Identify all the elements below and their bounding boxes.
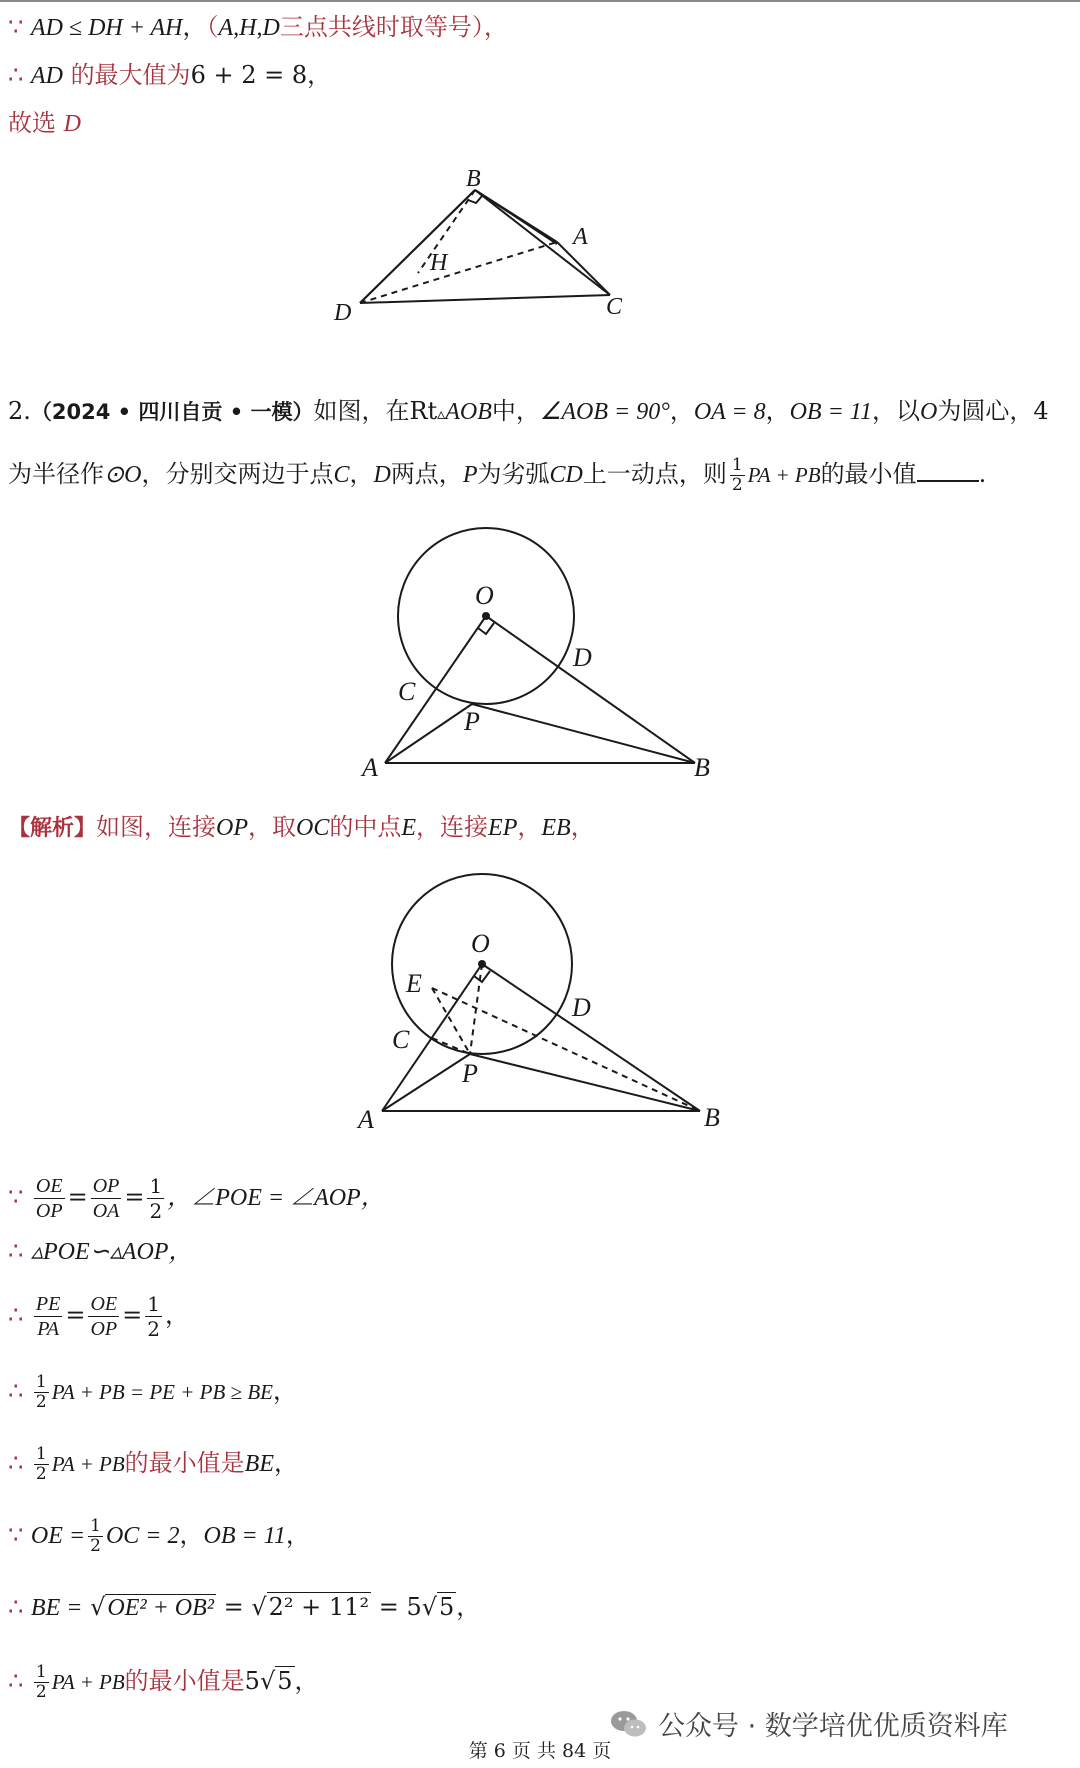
- comma: ，: [273, 1449, 298, 1477]
- therefore-symbol: ∴: [8, 1593, 24, 1621]
- step-8: [8, 1656, 319, 1707]
- sqrt-sign: √: [421, 1593, 438, 1621]
- denominator: 2: [35, 1682, 47, 1702]
- radicand: 5: [277, 1667, 293, 1695]
- label-H: H: [430, 250, 448, 276]
- angle-equality: ，∠POE = ∠AOP，: [167, 1185, 385, 1211]
- radicand: 5: [439, 1593, 455, 1621]
- numerator: 1: [35, 1372, 47, 1392]
- fraction: [34, 1292, 62, 1341]
- period: .: [978, 460, 987, 488]
- denominator: OA: [92, 1200, 120, 1222]
- fraction: [34, 1663, 49, 1702]
- radicand: 2² + 11²: [268, 1593, 370, 1621]
- step-5: [8, 1438, 298, 1489]
- answer-text: 故选: [8, 109, 56, 137]
- label-C: C: [392, 1025, 410, 1054]
- equals: =: [223, 1593, 244, 1621]
- inequality: PA + PB = PE + PB ≥ BE: [51, 1380, 273, 1404]
- numerator: PE: [35, 1293, 61, 1315]
- equals: =: [124, 1183, 145, 1211]
- note-text: 三点共线时取等号: [279, 13, 472, 41]
- text: ，分别交两边于点: [141, 460, 334, 488]
- therefore-symbol: ∴: [8, 1377, 24, 1405]
- sqrt-sign: √: [90, 1593, 106, 1621]
- oa-value: OA = 8: [693, 399, 766, 425]
- watermark-text: 公众号 · 数学培优优质资料库: [658, 1711, 1008, 1742]
- sqrt-sign: √: [259, 1667, 276, 1695]
- denominator: PA: [37, 1318, 60, 1340]
- comma: ，: [456, 1593, 481, 1621]
- step-2: [8, 1236, 192, 1267]
- denominator: 2: [35, 1464, 47, 1484]
- therefore-symbol: ∴: [8, 1237, 24, 1265]
- denominator: OP: [90, 1318, 118, 1340]
- top-rule: [0, 0, 1080, 2]
- text: 的最小值是: [124, 1667, 245, 1695]
- label-D: D: [334, 300, 352, 326]
- value: BE: [244, 1451, 274, 1477]
- fraction: [88, 1292, 119, 1341]
- label-D: D: [572, 993, 591, 1022]
- numerator: OP: [92, 1175, 120, 1197]
- segment-eb: EB: [541, 815, 571, 841]
- problem-number: 2.: [8, 397, 31, 425]
- text: ，以: [872, 397, 920, 425]
- text: 如图，在: [313, 397, 410, 425]
- result: = 5: [378, 1593, 422, 1621]
- numerator: OE: [90, 1293, 118, 1315]
- expression: PA + PB: [51, 1670, 125, 1694]
- text: 的最小值: [820, 460, 917, 488]
- problem-source: （2024 • 四川自贡 • 一模）: [30, 400, 314, 424]
- comma: ，: [765, 397, 790, 425]
- text: 的最小值是: [124, 1449, 245, 1477]
- expression: PA + PB: [51, 1452, 125, 1476]
- point-d: D: [373, 462, 391, 488]
- denominator: 2: [35, 1392, 47, 1412]
- paren: （: [206, 13, 219, 41]
- denominator: 2: [90, 1536, 101, 1556]
- text: 中，: [491, 397, 540, 425]
- denominator: 2: [149, 1199, 163, 1223]
- text: 的中点: [329, 813, 402, 841]
- step-7: [8, 1592, 480, 1623]
- fraction-half: [730, 456, 745, 495]
- answer-option: D: [63, 111, 81, 137]
- because-symbol: ∵: [8, 13, 24, 41]
- text: 上一动点，则: [582, 460, 727, 488]
- label-D: D: [573, 643, 592, 672]
- wechat-icon: [610, 1709, 648, 1739]
- problem-2-line-2: [8, 456, 986, 495]
- text: 的最大值为: [70, 61, 191, 89]
- therefore-symbol: ∴: [8, 1301, 24, 1329]
- figure-2: [360, 520, 720, 790]
- arc-cd: CD: [549, 462, 583, 488]
- page-footer: 第 6 页 共 84 页: [468, 1740, 612, 1762]
- label-A: A: [573, 224, 588, 250]
- be-equals: BE =: [30, 1595, 83, 1621]
- numerator: 1: [731, 455, 743, 475]
- numerator: 1: [35, 1444, 47, 1464]
- expression: 6 + 2 = 8: [190, 61, 308, 89]
- text: 两点，: [390, 460, 463, 488]
- analysis-tag: 【解析】: [8, 816, 97, 841]
- value: 5: [244, 1667, 260, 1695]
- numerator: 1: [149, 1174, 163, 1198]
- fraction: [88, 1517, 103, 1556]
- point-o: O: [920, 399, 938, 425]
- label-A: A: [362, 753, 378, 782]
- numerator: 1: [147, 1292, 160, 1316]
- oc-value: OC = 2: [105, 1523, 180, 1549]
- sqrt-sign: √: [251, 1593, 267, 1621]
- comma: ，: [285, 1521, 310, 1549]
- paren-end: ），: [471, 13, 508, 41]
- inequality: AD ≤ DH + AH: [30, 15, 183, 41]
- denominator: 2: [147, 1317, 160, 1341]
- comma: ，: [307, 61, 332, 89]
- label-B: B: [466, 166, 481, 192]
- step-6: [8, 1510, 310, 1561]
- comma: ，: [179, 1521, 204, 1549]
- fraction: [34, 1373, 49, 1412]
- figure-3: [360, 868, 730, 1138]
- therefore-symbol: ∴: [8, 1449, 24, 1477]
- equals: =: [65, 1301, 86, 1329]
- ob-value: OB = 11: [789, 399, 872, 425]
- label-B: B: [704, 1103, 720, 1132]
- segment-ep: EP: [488, 815, 518, 841]
- therefore-symbol: ∴: [8, 61, 24, 89]
- text: 为劣弧: [477, 460, 550, 488]
- because-symbol: ∵: [8, 1183, 24, 1211]
- label-B: B: [694, 753, 710, 782]
- label-P: P: [464, 707, 480, 736]
- answer-blank: [917, 460, 979, 482]
- segment-oc: OC: [296, 815, 330, 841]
- fraction: [145, 1292, 162, 1341]
- comma: ，: [272, 1377, 297, 1405]
- label-O: O: [475, 581, 494, 610]
- step-4: [8, 1366, 297, 1417]
- angle: ∠AOB = 90°: [539, 399, 670, 425]
- numerator: 1: [35, 1662, 47, 1682]
- points: A,H,D: [218, 15, 280, 41]
- similarity: ▵POE∽▵AOP，: [30, 1239, 193, 1265]
- fraction: [34, 1445, 49, 1484]
- variable: AD: [30, 63, 63, 89]
- label-O: O: [471, 929, 490, 958]
- comma: ，: [294, 1667, 319, 1695]
- triangle-name: AOB: [445, 399, 492, 425]
- label-A: A: [358, 1105, 374, 1134]
- step-3: [8, 1290, 189, 1341]
- comma: ，: [570, 813, 595, 841]
- segment-op: OP: [216, 815, 249, 841]
- oe-equals: OE =: [30, 1523, 86, 1549]
- label-P: P: [462, 1059, 478, 1088]
- numerator: OE: [35, 1175, 63, 1197]
- answer-line: [8, 108, 81, 139]
- expression: PA + PB: [747, 463, 821, 487]
- step-1: [8, 1172, 385, 1223]
- text: 为半径作: [8, 460, 104, 488]
- because-symbol: ∵: [8, 1521, 24, 1549]
- radicand: OE² + OB²: [107, 1595, 214, 1621]
- denominator: 2: [731, 475, 743, 495]
- text: 如图，连接: [96, 813, 217, 841]
- fraction: [34, 1174, 65, 1223]
- label-C: C: [606, 294, 623, 320]
- equals: =: [67, 1183, 88, 1211]
- text: 为圆心，4: [937, 397, 1049, 425]
- step-line-2: [8, 60, 331, 91]
- text-rt: Rt: [409, 397, 438, 425]
- fraction: [91, 1174, 122, 1223]
- figure-1: [334, 166, 720, 360]
- comma: ，: [669, 397, 694, 425]
- equals: =: [122, 1301, 143, 1329]
- text: ，取: [248, 813, 297, 841]
- ob-value: OB = 11: [203, 1523, 286, 1549]
- fraction: [147, 1174, 164, 1223]
- point-p: P: [462, 462, 478, 488]
- comma: ，: [164, 1301, 189, 1329]
- circle-o: ⊙O: [104, 462, 142, 488]
- comma: ，: [182, 13, 207, 41]
- text: ，连接: [416, 813, 489, 841]
- comma: ，: [349, 460, 374, 488]
- denominator: OP: [35, 1200, 63, 1222]
- step-line-1: [8, 12, 508, 43]
- problem-2-line-1: 2.（2024 • 四川自贡 • 一模）如图，在Rt▵AOB中，∠AOB = 90°，OA = 8，OB = 11，以O为圆心，4: [8, 397, 1049, 425]
- numerator: 1: [90, 1516, 101, 1536]
- point-c: C: [333, 462, 350, 488]
- label-E: E: [406, 969, 422, 998]
- label-C: C: [398, 677, 416, 706]
- point-e: E: [401, 815, 417, 841]
- comma: ，: [517, 813, 542, 841]
- therefore-symbol: ∴: [8, 1667, 24, 1695]
- analysis-line: [8, 812, 595, 844]
